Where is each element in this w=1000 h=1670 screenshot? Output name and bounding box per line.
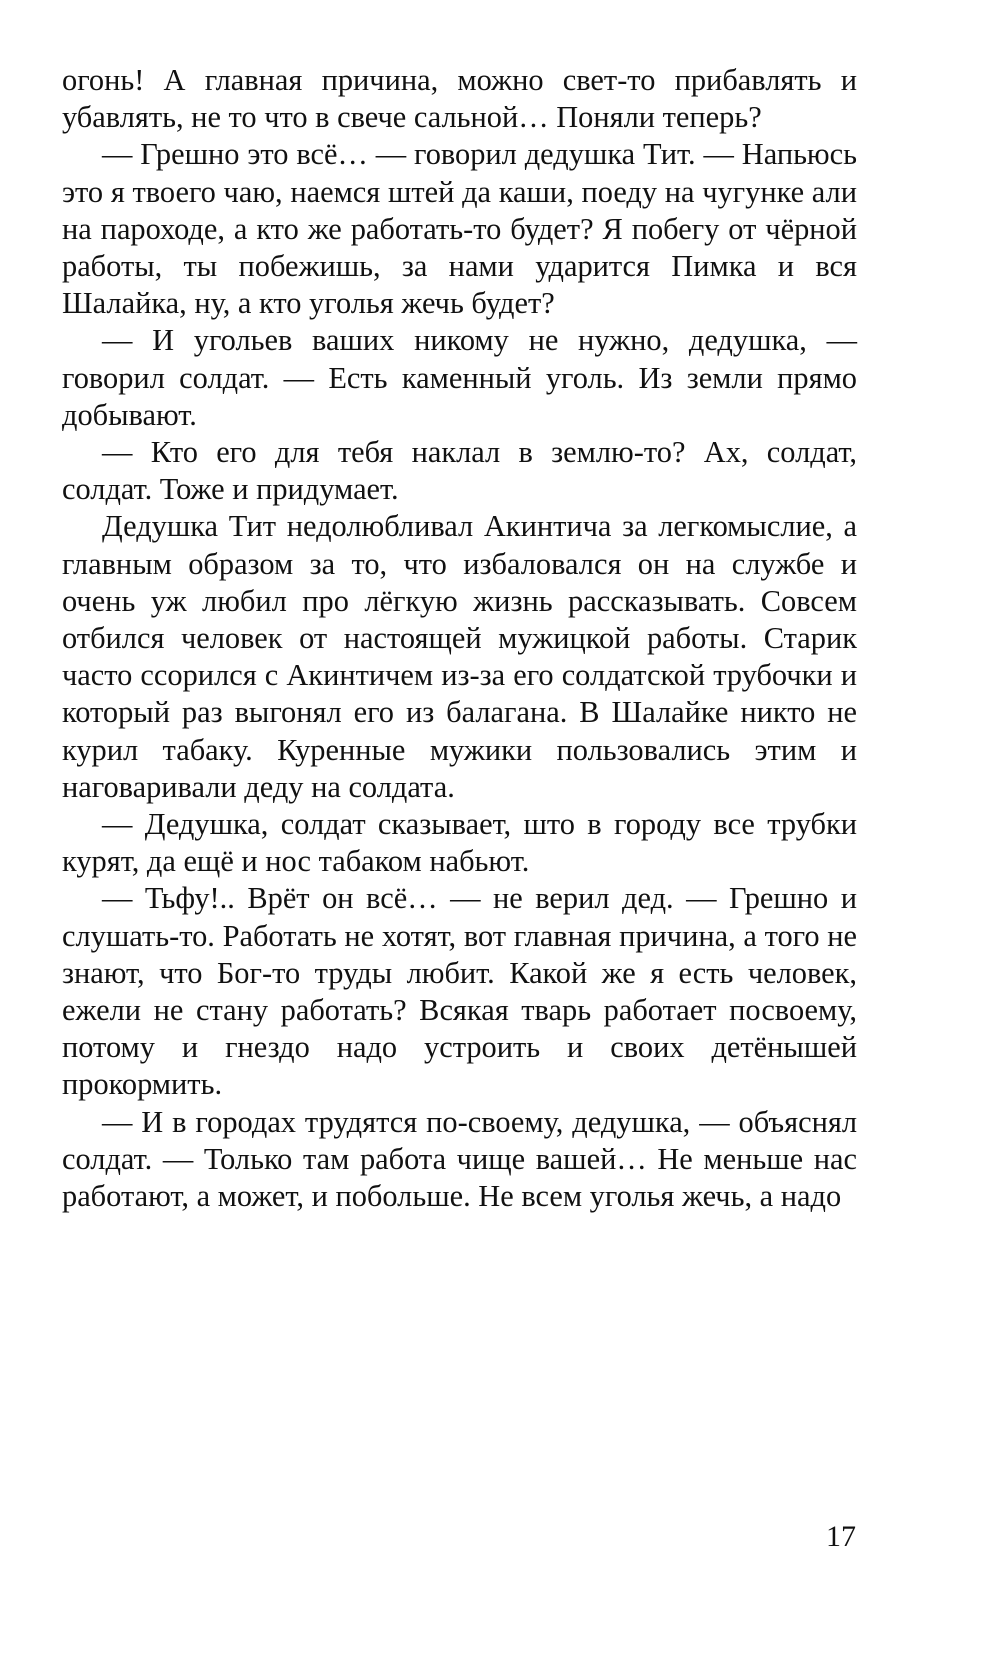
paragraph-8: — И в городах трудятся по-своему, дедушка, — объяснял солдат. — Только там работа чище вашей… Не меньше нас работают, а может, и побольше. Не всем уголья жечь, а надо (62, 1104, 857, 1214)
paragraph-2: — Грешно это всё… — говорил дедушка Тит. — Напьюсь это я твоего чаю, наемся штей да каши, поеду на чугунке али на пароходе, а кто же работать-то будет? Я побегу от чёрной работы, ты побежишь, за нами ударится Пимка и вся Шалайка, ну, а кто уголья жечь будет? (62, 137, 857, 321)
paragraph-4: — Кто его для тебя наклал в землю-то? Ах, солдат, солдат. Тоже и придумает. (62, 435, 857, 507)
paragraph-5: Дедушка Тит недолюбливал Акинтича за легкомыслие, а главным образом за то, что избаловался он на службе и очень уж любил про лёгкую жизнь рассказывать. Совсем отбился человек от настоящей мужицкой работы. Старик часто ссорился с Акинтичем из-за его солдатской трубочки и который раз выгонял его из балагана. В Шалайке никто не курил табаку. Куренные мужики пользовались этим и наговаривали деду на солдата. (62, 509, 857, 804)
paragraph-1: огонь! А главная причина, можно свет-то прибавлять и убавлять, не то что в свече сальной… Поняли теперь? (62, 63, 857, 135)
page-body (62, 62, 857, 1215)
page-number: 17 (826, 1520, 856, 1553)
paragraph-6: — Дедушка, солдат сказывает, што в городу все трубки курят, да ещё и нос табаком набьют. (62, 807, 857, 879)
paragraph-3: — И угольев ваших никому не нужно, дедушка, — говорил солдат. — Есть каменный уголь. Из земли прямо добывают. (62, 323, 857, 432)
paragraph-7: — Тьфу!.. Врёт он всё… — не верил дед. — Грешно и слушать-то. Работать не хотят, вот главная причина, а того не знают, что Бог-то труды любит. Какой же я есть человек, ежели не стану работать? Всякая тварь работает посвоему, потому и гнездо надо устроить и своих детёнышей прокормить. (62, 881, 857, 1102)
